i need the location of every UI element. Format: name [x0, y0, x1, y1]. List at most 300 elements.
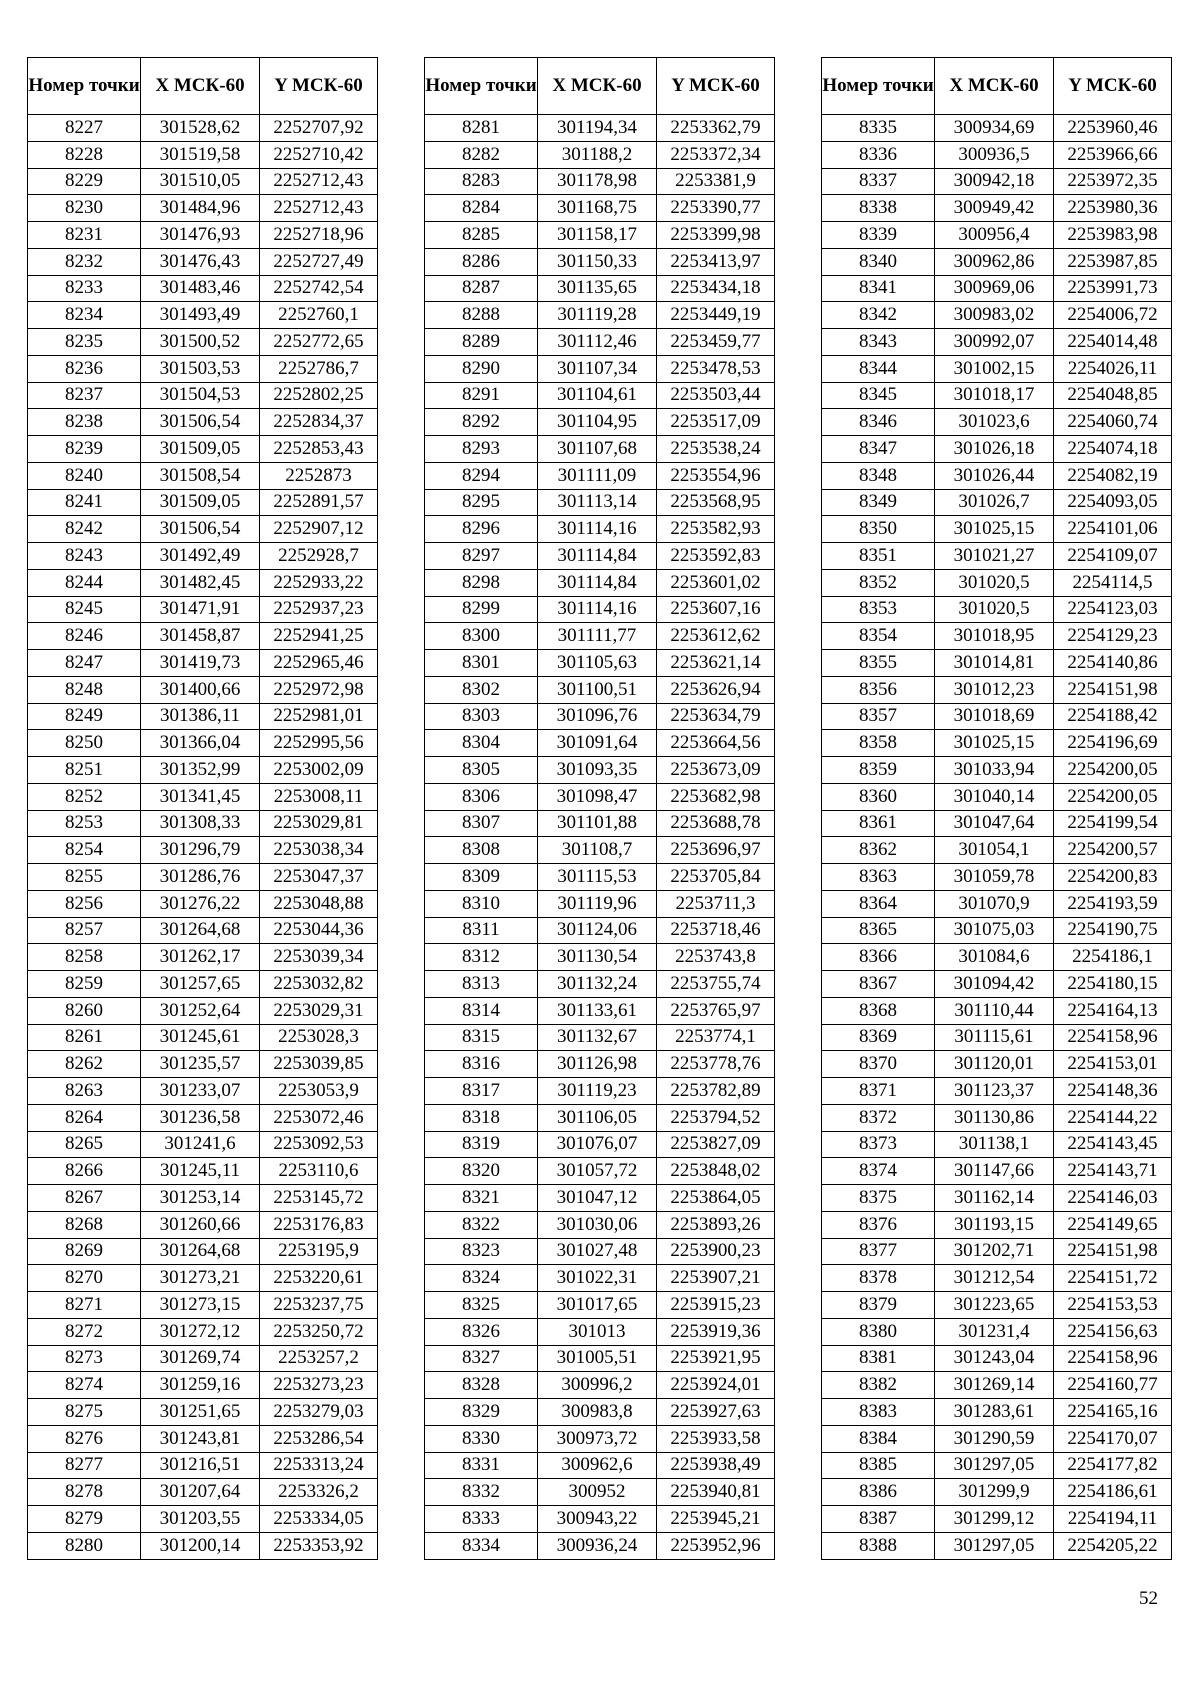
table-row [822, 569, 1172, 596]
table-row [822, 409, 1172, 436]
point-number-cell: 8283 [425, 168, 538, 195]
table-body [28, 115, 378, 1560]
y-coordinate-cell: 2254129,23 [1054, 623, 1172, 650]
point-number-cell: 8335 [822, 115, 935, 142]
x-coordinate-cell: 301235,57 [141, 1051, 260, 1078]
point-number-cell: 8304 [425, 730, 538, 757]
table-row [822, 783, 1172, 810]
table-row [822, 489, 1172, 516]
y-coordinate-cell: 2254151,72 [1054, 1265, 1172, 1292]
point-number-cell: 8352 [822, 569, 935, 596]
x-coordinate-cell: 301096,76 [538, 703, 657, 730]
x-coordinate-cell: 301419,73 [141, 650, 260, 677]
x-coordinate-cell: 301040,14 [935, 783, 1054, 810]
y-coordinate-cell: 2253743,8 [657, 944, 775, 971]
x-coordinate-cell: 301245,61 [141, 1024, 260, 1051]
point-number-cell: 8284 [425, 195, 538, 222]
x-coordinate-cell: 301119,96 [538, 890, 657, 917]
point-number-cell: 8321 [425, 1185, 538, 1212]
point-number-cell: 8234 [28, 302, 141, 329]
y-coordinate-cell: 2252972,98 [260, 676, 378, 703]
y-coordinate-cell: 2252907,12 [260, 516, 378, 543]
point-number-cell: 8240 [28, 462, 141, 489]
table-row [425, 676, 775, 703]
point-number-cell: 8314 [425, 997, 538, 1024]
y-coordinate-cell: 2254180,15 [1054, 971, 1172, 998]
table-row [822, 1425, 1172, 1452]
point-number-cell: 8256 [28, 890, 141, 917]
table-row [822, 703, 1172, 730]
x-coordinate-cell: 300962,6 [538, 1452, 657, 1479]
point-number-cell: 8252 [28, 783, 141, 810]
y-coordinate-cell: 2254114,5 [1054, 569, 1172, 596]
x-coordinate-cell: 301257,65 [141, 971, 260, 998]
point-number-cell: 8357 [822, 703, 935, 730]
y-coordinate-cell: 2253774,1 [657, 1024, 775, 1051]
point-number-cell: 8263 [28, 1078, 141, 1105]
table-row [28, 971, 378, 998]
table-row [822, 329, 1172, 356]
y-coordinate-cell: 2253612,62 [657, 623, 775, 650]
table-row [425, 195, 775, 222]
table-row [425, 1425, 775, 1452]
x-coordinate-cell: 301106,05 [538, 1104, 657, 1131]
x-coordinate-cell: 301500,52 [141, 329, 260, 356]
table-row [28, 1211, 378, 1238]
y-coordinate-cell: 2253434,18 [657, 275, 775, 302]
table-row [28, 917, 378, 944]
x-coordinate-cell: 300969,06 [935, 275, 1054, 302]
x-coordinate-cell: 301018,69 [935, 703, 1054, 730]
point-number-cell: 8319 [425, 1131, 538, 1158]
y-coordinate-cell: 2253945,21 [657, 1506, 775, 1533]
y-coordinate-cell: 2252802,25 [260, 382, 378, 409]
y-coordinate-cell: 2253399,98 [657, 222, 775, 249]
x-coordinate-cell: 301519,58 [141, 141, 260, 168]
y-coordinate-cell: 2253601,02 [657, 569, 775, 596]
table-row [28, 409, 378, 436]
table-row [822, 115, 1172, 142]
point-number-cell: 8270 [28, 1265, 141, 1292]
table-row [425, 329, 775, 356]
table-row [425, 1051, 775, 1078]
y-coordinate-cell: 2252928,7 [260, 543, 378, 570]
x-coordinate-cell: 300942,18 [935, 168, 1054, 195]
point-number-cell: 8231 [28, 222, 141, 249]
x-coordinate-cell: 301119,28 [538, 302, 657, 329]
x-coordinate-cell: 301033,94 [935, 757, 1054, 784]
x-coordinate-cell: 301216,51 [141, 1452, 260, 1479]
point-number-cell: 8318 [425, 1104, 538, 1131]
y-coordinate-cell: 2253372,34 [657, 141, 775, 168]
point-number-cell: 8313 [425, 971, 538, 998]
y-coordinate-cell: 2253478,53 [657, 355, 775, 382]
table-row [28, 1452, 378, 1479]
y-coordinate-cell: 2252727,49 [260, 248, 378, 275]
point-number-cell: 8365 [822, 917, 935, 944]
point-number-cell: 8345 [822, 382, 935, 409]
y-coordinate-cell: 2254186,1 [1054, 944, 1172, 971]
point-number-cell: 8305 [425, 757, 538, 784]
x-coordinate-cell: 301112,46 [538, 329, 657, 356]
y-coordinate-cell: 2253028,3 [260, 1024, 378, 1051]
table-row [425, 1238, 775, 1265]
y-coordinate-cell: 2253919,36 [657, 1318, 775, 1345]
x-coordinate-cell: 301188,2 [538, 141, 657, 168]
x-coordinate-cell: 301126,98 [538, 1051, 657, 1078]
table-row [425, 650, 775, 677]
table-row [28, 489, 378, 516]
x-coordinate-cell: 301107,68 [538, 436, 657, 463]
point-number-cell: 8369 [822, 1024, 935, 1051]
point-number-cell: 8228 [28, 141, 141, 168]
x-coordinate-cell: 301458,87 [141, 623, 260, 650]
y-coordinate-cell: 2253952,96 [657, 1532, 775, 1559]
y-coordinate-cell: 2253381,9 [657, 168, 775, 195]
table-row [822, 168, 1172, 195]
table-row [822, 1131, 1172, 1158]
y-coordinate-cell: 2253032,82 [260, 971, 378, 998]
table-row [425, 810, 775, 837]
table-row [28, 302, 378, 329]
y-coordinate-cell: 2253517,09 [657, 409, 775, 436]
x-coordinate-cell: 301017,65 [538, 1292, 657, 1319]
x-coordinate-cell: 301021,27 [935, 543, 1054, 570]
table-row [28, 1265, 378, 1292]
point-number-cell: 8233 [28, 275, 141, 302]
table-row [822, 944, 1172, 971]
y-coordinate-cell: 2253718,46 [657, 917, 775, 944]
table-row [28, 382, 378, 409]
point-number-cell: 8359 [822, 757, 935, 784]
point-number-cell: 8247 [28, 650, 141, 677]
point-number-cell: 8310 [425, 890, 538, 917]
y-coordinate-cell: 2252933,22 [260, 569, 378, 596]
header-x-coordinate: X МСК-60 [141, 58, 260, 115]
y-coordinate-cell: 2254200,57 [1054, 837, 1172, 864]
y-coordinate-cell: 2253110,6 [260, 1158, 378, 1185]
point-number-cell: 8309 [425, 864, 538, 891]
point-number-cell: 8292 [425, 409, 538, 436]
table-row [822, 1318, 1172, 1345]
table-row [425, 1399, 775, 1426]
table-row [425, 462, 775, 489]
y-coordinate-cell: 2253940,81 [657, 1479, 775, 1506]
x-coordinate-cell: 301115,53 [538, 864, 657, 891]
y-coordinate-cell: 2253459,77 [657, 329, 775, 356]
table-row [425, 757, 775, 784]
x-coordinate-cell: 301509,05 [141, 489, 260, 516]
table-row [425, 248, 775, 275]
header-x-coordinate: X МСК-60 [935, 58, 1054, 115]
y-coordinate-cell: 2253983,98 [1054, 222, 1172, 249]
x-coordinate-cell: 301341,45 [141, 783, 260, 810]
table-row [425, 1532, 775, 1559]
point-number-cell: 8388 [822, 1532, 935, 1559]
y-coordinate-cell: 2253991,73 [1054, 275, 1172, 302]
x-coordinate-cell: 301203,55 [141, 1506, 260, 1533]
table-row [425, 837, 775, 864]
x-coordinate-cell: 301093,35 [538, 757, 657, 784]
x-coordinate-cell: 301115,61 [935, 1024, 1054, 1051]
point-number-cell: 8274 [28, 1372, 141, 1399]
point-number-cell: 8248 [28, 676, 141, 703]
point-number-cell: 8384 [822, 1425, 935, 1452]
point-number-cell: 8363 [822, 864, 935, 891]
table-row [425, 1479, 775, 1506]
point-number-cell: 8250 [28, 730, 141, 757]
y-coordinate-cell: 2253008,11 [260, 783, 378, 810]
point-number-cell: 8280 [28, 1532, 141, 1559]
table-row [425, 944, 775, 971]
table-row [822, 623, 1172, 650]
table-body [822, 115, 1172, 1560]
x-coordinate-cell: 301119,23 [538, 1078, 657, 1105]
point-number-cell: 8275 [28, 1399, 141, 1426]
point-number-cell: 8348 [822, 462, 935, 489]
point-number-cell: 8232 [28, 248, 141, 275]
x-coordinate-cell: 301290,59 [935, 1425, 1054, 1452]
y-coordinate-cell: 2252941,25 [260, 623, 378, 650]
point-number-cell: 8379 [822, 1292, 935, 1319]
header-y-coordinate: Y МСК-60 [1054, 58, 1172, 115]
point-number-cell: 8351 [822, 543, 935, 570]
x-coordinate-cell: 301123,37 [935, 1078, 1054, 1105]
table-row [28, 650, 378, 677]
table-row [28, 355, 378, 382]
x-coordinate-cell: 301252,64 [141, 997, 260, 1024]
x-coordinate-cell: 301297,05 [935, 1452, 1054, 1479]
y-coordinate-cell: 2252707,92 [260, 115, 378, 142]
x-coordinate-cell: 301508,54 [141, 462, 260, 489]
point-number-cell: 8267 [28, 1185, 141, 1212]
point-number-cell: 8294 [425, 462, 538, 489]
x-coordinate-cell: 301243,04 [935, 1345, 1054, 1372]
y-coordinate-cell: 2253038,34 [260, 837, 378, 864]
y-coordinate-cell: 2253257,2 [260, 1345, 378, 1372]
point-number-cell: 8340 [822, 248, 935, 275]
table-row [425, 168, 775, 195]
point-number-cell: 8239 [28, 436, 141, 463]
y-coordinate-cell: 2254200,05 [1054, 757, 1172, 784]
x-coordinate-cell: 301259,16 [141, 1372, 260, 1399]
point-number-cell: 8303 [425, 703, 538, 730]
x-coordinate-cell: 301212,54 [935, 1265, 1054, 1292]
x-coordinate-cell: 300992,07 [935, 329, 1054, 356]
y-coordinate-cell: 2253938,49 [657, 1452, 775, 1479]
x-coordinate-cell: 301091,64 [538, 730, 657, 757]
point-number-cell: 8330 [425, 1425, 538, 1452]
point-number-cell: 8331 [425, 1452, 538, 1479]
point-number-cell: 8355 [822, 650, 935, 677]
x-coordinate-cell: 301113,14 [538, 489, 657, 516]
y-coordinate-cell: 2253313,24 [260, 1452, 378, 1479]
point-number-cell: 8302 [425, 676, 538, 703]
table-row [822, 222, 1172, 249]
y-coordinate-cell: 2252965,46 [260, 650, 378, 677]
point-number-cell: 8242 [28, 516, 141, 543]
point-number-cell: 8323 [425, 1238, 538, 1265]
table-row [28, 168, 378, 195]
x-coordinate-cell: 301503,53 [141, 355, 260, 382]
point-number-cell: 8249 [28, 703, 141, 730]
y-coordinate-cell: 2253794,52 [657, 1104, 775, 1131]
x-coordinate-cell: 301108,7 [538, 837, 657, 864]
x-coordinate-cell: 301135,65 [538, 275, 657, 302]
y-coordinate-cell: 2253682,98 [657, 783, 775, 810]
x-coordinate-cell: 301231,4 [935, 1318, 1054, 1345]
y-coordinate-cell: 2253927,63 [657, 1399, 775, 1426]
x-coordinate-cell: 301025,15 [935, 730, 1054, 757]
x-coordinate-cell: 301471,91 [141, 596, 260, 623]
y-coordinate-cell: 2253673,09 [657, 757, 775, 784]
point-number-cell: 8344 [822, 355, 935, 382]
y-coordinate-cell: 2253503,44 [657, 382, 775, 409]
table-row [822, 1078, 1172, 1105]
x-coordinate-cell: 301132,24 [538, 971, 657, 998]
x-coordinate-cell: 301236,58 [141, 1104, 260, 1131]
point-number-cell: 8338 [822, 195, 935, 222]
table-row [425, 409, 775, 436]
table-row [28, 141, 378, 168]
point-number-cell: 8377 [822, 1238, 935, 1265]
x-coordinate-cell: 301200,14 [141, 1532, 260, 1559]
x-coordinate-cell: 300983,02 [935, 302, 1054, 329]
y-coordinate-cell: 2254006,72 [1054, 302, 1172, 329]
point-number-cell: 8353 [822, 596, 935, 623]
table-row [425, 1506, 775, 1533]
y-coordinate-cell: 2253987,85 [1054, 248, 1172, 275]
x-coordinate-cell: 301476,93 [141, 222, 260, 249]
x-coordinate-cell: 301070,9 [935, 890, 1054, 917]
y-coordinate-cell: 2253053,9 [260, 1078, 378, 1105]
table-row [822, 1051, 1172, 1078]
point-number-cell: 8296 [425, 516, 538, 543]
x-coordinate-cell: 301076,07 [538, 1131, 657, 1158]
point-number-cell: 8238 [28, 409, 141, 436]
table-row [822, 382, 1172, 409]
point-number-cell: 8322 [425, 1211, 538, 1238]
y-coordinate-cell: 2253237,75 [260, 1292, 378, 1319]
point-number-cell: 8301 [425, 650, 538, 677]
table-row [425, 516, 775, 543]
y-coordinate-cell: 2253705,84 [657, 864, 775, 891]
page-number: 52 [1139, 1588, 1158, 1609]
table-row [425, 1104, 775, 1131]
point-number-cell: 8272 [28, 1318, 141, 1345]
table-row [822, 516, 1172, 543]
table-row [425, 115, 775, 142]
table-row [822, 1479, 1172, 1506]
x-coordinate-cell: 301018,95 [935, 623, 1054, 650]
x-coordinate-cell: 300934,69 [935, 115, 1054, 142]
point-number-cell: 8251 [28, 757, 141, 784]
x-coordinate-cell: 300956,4 [935, 222, 1054, 249]
table-row [28, 1104, 378, 1131]
point-number-cell: 8276 [28, 1425, 141, 1452]
table-row [822, 436, 1172, 463]
point-number-cell: 8372 [822, 1104, 935, 1131]
point-number-cell: 8245 [28, 596, 141, 623]
point-number-cell: 8282 [425, 141, 538, 168]
y-coordinate-cell: 2253972,35 [1054, 168, 1172, 195]
point-number-cell: 8346 [822, 409, 935, 436]
y-coordinate-cell: 2254143,45 [1054, 1131, 1172, 1158]
x-coordinate-cell: 301133,61 [538, 997, 657, 1024]
y-coordinate-cell: 2254149,65 [1054, 1211, 1172, 1238]
y-coordinate-cell: 2253220,61 [260, 1265, 378, 1292]
point-number-cell: 8277 [28, 1452, 141, 1479]
header-y-coordinate: Y МСК-60 [657, 58, 775, 115]
y-coordinate-cell: 2253711,3 [657, 890, 775, 917]
table-row [28, 115, 378, 142]
point-number-cell: 8298 [425, 569, 538, 596]
y-coordinate-cell: 2253176,83 [260, 1211, 378, 1238]
table-row [822, 837, 1172, 864]
x-coordinate-cell: 301366,04 [141, 730, 260, 757]
point-number-cell: 8360 [822, 783, 935, 810]
table-row [425, 1131, 775, 1158]
point-number-cell: 8315 [425, 1024, 538, 1051]
y-coordinate-cell: 2252981,01 [260, 703, 378, 730]
y-coordinate-cell: 2254196,69 [1054, 730, 1172, 757]
point-number-cell: 8308 [425, 837, 538, 864]
table-row [425, 569, 775, 596]
x-coordinate-cell: 300936,24 [538, 1532, 657, 1559]
y-coordinate-cell: 2253029,31 [260, 997, 378, 1024]
point-number-cell: 8307 [425, 810, 538, 837]
point-number-cell: 8336 [822, 141, 935, 168]
table-row [425, 1372, 775, 1399]
x-coordinate-cell: 301223,65 [935, 1292, 1054, 1319]
table-row [425, 382, 775, 409]
point-number-cell: 8386 [822, 1479, 935, 1506]
table-row [822, 1345, 1172, 1372]
y-coordinate-cell: 2253092,53 [260, 1131, 378, 1158]
table-row [28, 703, 378, 730]
x-coordinate-cell: 301022,31 [538, 1265, 657, 1292]
table-row [822, 1292, 1172, 1319]
x-coordinate-cell: 301509,05 [141, 436, 260, 463]
x-coordinate-cell: 301104,95 [538, 409, 657, 436]
y-coordinate-cell: 2253044,36 [260, 917, 378, 944]
point-number-cell: 8237 [28, 382, 141, 409]
point-number-cell: 8289 [425, 329, 538, 356]
table-row [425, 1318, 775, 1345]
point-number-cell: 8312 [425, 944, 538, 971]
point-number-cell: 8306 [425, 783, 538, 810]
x-coordinate-cell: 301138,1 [935, 1131, 1054, 1158]
y-coordinate-cell: 2254148,36 [1054, 1078, 1172, 1105]
point-number-cell: 8271 [28, 1292, 141, 1319]
table-row [822, 890, 1172, 917]
x-coordinate-cell: 301023,6 [935, 409, 1054, 436]
point-number-cell: 8253 [28, 810, 141, 837]
y-coordinate-cell: 2254186,61 [1054, 1479, 1172, 1506]
y-coordinate-cell: 2253449,19 [657, 302, 775, 329]
y-coordinate-cell: 2253755,74 [657, 971, 775, 998]
table-row [822, 1532, 1172, 1559]
table-row [425, 783, 775, 810]
x-coordinate-cell: 300936,5 [935, 141, 1054, 168]
x-coordinate-cell: 301273,15 [141, 1292, 260, 1319]
point-number-cell: 8332 [425, 1479, 538, 1506]
y-coordinate-cell: 2253362,79 [657, 115, 775, 142]
y-coordinate-cell: 2254165,16 [1054, 1399, 1172, 1426]
x-coordinate-cell: 301482,45 [141, 569, 260, 596]
point-number-cell: 8300 [425, 623, 538, 650]
x-coordinate-cell: 301352,99 [141, 757, 260, 784]
